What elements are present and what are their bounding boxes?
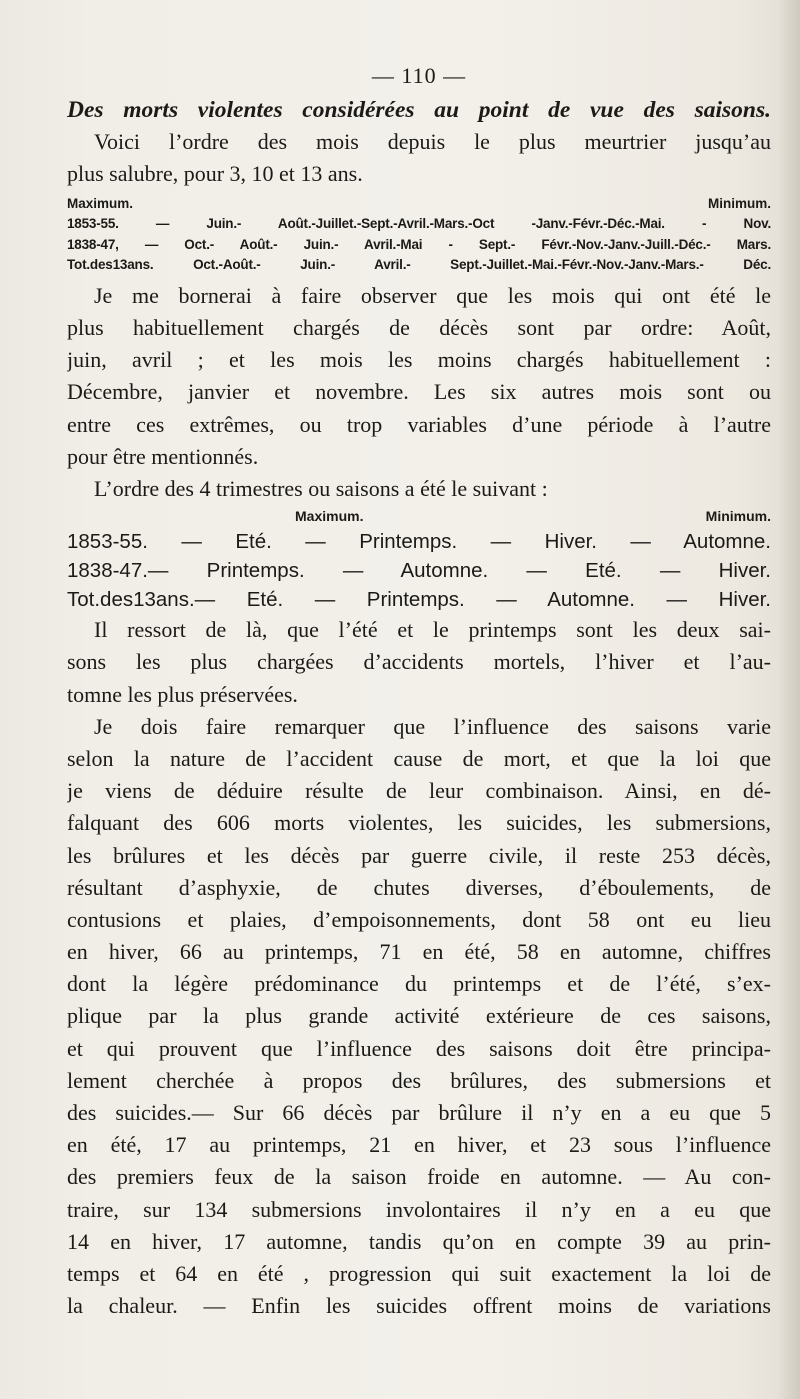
- paragraph-line: plus habituellement chargés de décès sont par ordre: Août,: [67, 315, 771, 341]
- paragraph-line: en hiver, 66 au printemps, 71 en été, 58 en automne, chiffres: [67, 939, 771, 965]
- intro-line: plus salubre, pour 3, 10 et 13 ans.: [67, 161, 363, 187]
- paragraph-line: plique par la plus grande activité extérieure de ces saisons,: [67, 1003, 771, 1029]
- paragraph-line: en été, 17 au printemps, 21 en hiver, et 23 sous l’influence: [67, 1132, 771, 1158]
- text-column: [67, 62, 771, 1322]
- paragraph-line: des suicides.— Sur 66 décès par brûlure il n’y en a eu que 5: [67, 1100, 771, 1125]
- paragraph-line: tomne les plus préservées.: [67, 681, 298, 707]
- months-row: 1838-47, — Oct.- Août.- Juin.- Avril.-Mai - Sept.- Févr.-Nov.-Janv.-Juill.-Déc.- Mars.: [67, 236, 771, 252]
- seasons-min-label: Minimum.: [705, 508, 771, 525]
- paragraph-line: falquant des 606 morts violentes, les suicides, les submersions,: [67, 810, 771, 836]
- months-min-label: Minimum.: [708, 196, 771, 212]
- paragraph-line: temps et 64 en été , progression qui suit exactement la loi de: [67, 1260, 771, 1286]
- seasons-lead: L’ordre des 4 trimestres ou saisons a été le suivant :: [94, 476, 548, 501]
- paragraph-line: lement cherchée à propos des brûlures, des submersions et: [67, 1067, 771, 1093]
- seasons-row: 1853-55. — Eté. — Printemps. — Hiver. — Automne.: [67, 530, 771, 554]
- seasons-row: 1838-47.— Printemps. — Automne. — Eté. — Hiver.: [67, 559, 771, 583]
- paragraph-line: des premiers feux de la saison froide en automne. — Au con-: [67, 1164, 771, 1190]
- paragraph-line: sons les plus chargées d’accidents mortels, l’hiver et l’au-: [67, 649, 771, 675]
- months-table-header: [67, 194, 771, 214]
- page-number: — 110 —: [371, 63, 467, 88]
- paragraph-line: Décembre, janvier et novembre. Les six autres mois sont ou: [67, 379, 771, 405]
- paragraph-line: les brûlures et les décès par guerre civile, il reste 253 décès,: [67, 842, 771, 868]
- paragraph-line: contusions et plaies, d’empoisonnements, dont 58 ont eu lieu: [67, 906, 771, 932]
- paragraph-line: dont la légère prédominance du printemps et de l’été, s’ex-: [67, 971, 771, 997]
- paragraph-line: la chaleur. — Enfin les suicides offrent moins de variations: [67, 1293, 771, 1319]
- paragraph-line: je viens de déduire résulte de leur combinaison. Ainsi, en dé-: [67, 778, 771, 804]
- months-row: Tot.des13ans. Oct.-Août.- Juin.- Avril.- Sept.-Juillet.-Mai.-Févr.-Nov.-Janv.-Mars.- Déc.: [67, 257, 771, 273]
- paragraph-line: résultant d’asphyxie, de chutes diverses, d’éboulements, de: [67, 874, 771, 900]
- paragraph-line: Je me bornerai à faire observer que les mois qui ont été le: [94, 282, 771, 308]
- paragraph-line: 14 en hiver, 17 automne, tandis qu’on en compte 39 au prin-: [67, 1228, 771, 1254]
- months-max-label: Maximum.: [67, 196, 134, 212]
- paragraph-line: selon la nature de l’accident cause de mort, et que la loi que: [67, 745, 771, 771]
- seasons-table-header: [67, 505, 771, 527]
- page-edge-shadow: [778, 0, 800, 1399]
- paragraph-line: traire, sur 134 submersions involontaires il n’y en a eu que: [67, 1196, 771, 1222]
- paragraph-line: et qui prouvent que l’influence des saisons doit être principa-: [67, 1035, 771, 1061]
- months-row: 1853-55. — Juin.- Août.-Juillet.-Sept.-Avril.-Mars.-Oct -Janv.-Févr.-Déc.-Mai. - Nov.: [67, 216, 771, 232]
- seasons-max-label: Maximum.: [295, 508, 364, 525]
- paragraph-line: juin, avril ; et les mois les moins chargés habituellement :: [67, 347, 771, 373]
- seasons-row: Tot.des13ans.— Eté. — Printemps. — Automne. — Hiver.: [67, 588, 771, 612]
- paragraph-line: pour être mentionnés.: [67, 443, 259, 469]
- paragraph-line: entre ces extrêmes, ou trop variables d’une période à l’autre: [67, 411, 771, 437]
- paragraph-line: Il ressort de là, que l’été et le printemps sont les deux sai-: [94, 617, 771, 643]
- paragraph-line: Je dois faire remarquer que l’influence des saisons varie: [94, 713, 771, 739]
- section-title: Des morts violentes considérées au point de vue des saisons.: [67, 97, 771, 123]
- intro-line: Voici l’ordre des mois depuis le plus meurtrier jusqu’au: [94, 129, 771, 154]
